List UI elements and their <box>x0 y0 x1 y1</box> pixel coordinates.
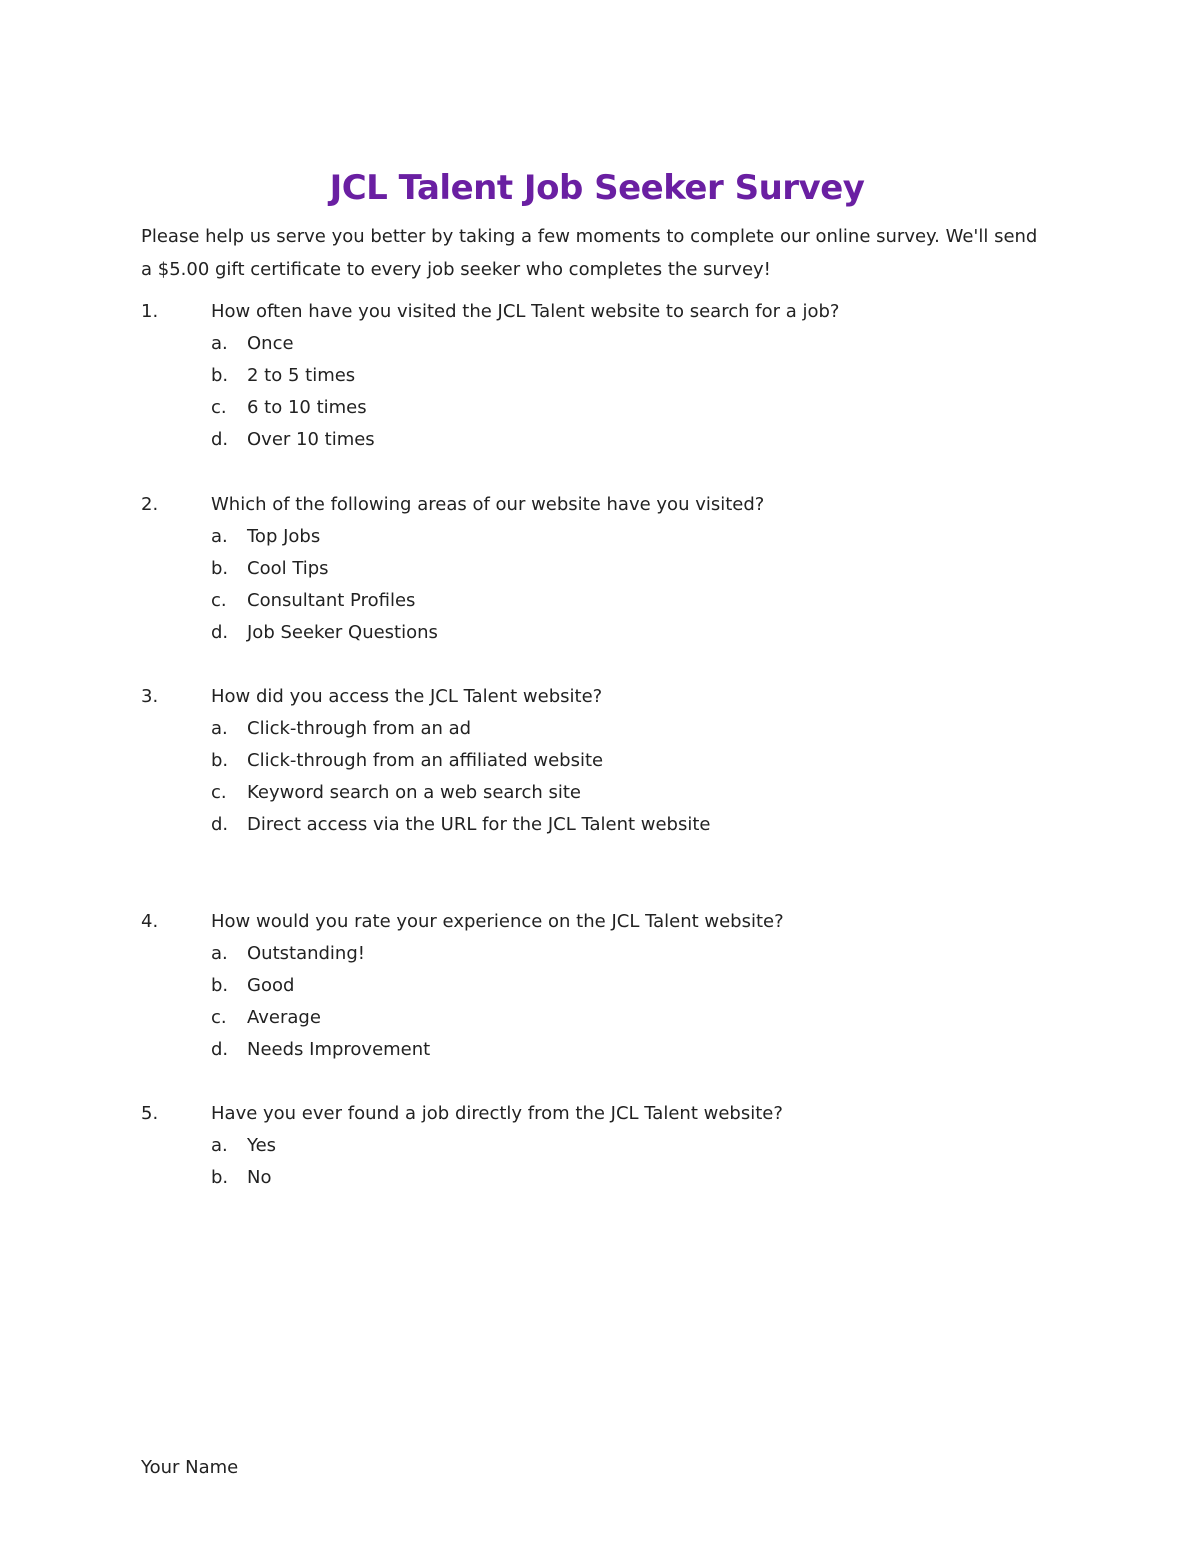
option-item <box>141 360 1101 392</box>
question-4 <box>141 906 1101 1066</box>
option-text: Needs Improvement <box>247 1039 431 1060</box>
option-letter: b. <box>211 1167 229 1188</box>
option-item <box>141 392 1101 424</box>
question-3 <box>141 681 1101 841</box>
question-line <box>141 681 1101 713</box>
option-letter: b. <box>211 750 229 771</box>
question-line <box>141 906 1101 938</box>
option-letter: a. <box>211 333 228 354</box>
question-text: Have you ever found a job directly from the JCL Talent website? <box>211 1103 783 1124</box>
option-letter: a. <box>211 526 228 547</box>
option-text: Direct access via the URL for the JCL Talent website <box>247 814 711 835</box>
option-letter: a. <box>211 1135 228 1156</box>
page-title: JCL Talent Job Seeker Survey <box>329 168 865 208</box>
question-line <box>141 296 1101 328</box>
option-letter: c. <box>211 782 227 803</box>
question-line <box>141 1098 1101 1130</box>
option-item <box>141 809 1101 841</box>
option-text: Outstanding! <box>247 943 365 964</box>
option-item <box>141 1034 1101 1066</box>
option-letter: b. <box>211 975 229 996</box>
option-text: No <box>247 1167 272 1188</box>
question-2 <box>141 489 1101 649</box>
option-text: Over 10 times <box>247 429 375 450</box>
question-number: 3. <box>141 686 159 707</box>
option-item <box>141 745 1101 777</box>
question-number: 5. <box>141 1103 159 1124</box>
option-letter: a. <box>211 943 228 964</box>
question-number: 2. <box>141 494 159 515</box>
option-letter: c. <box>211 1007 227 1028</box>
option-text: Click-through from an affiliated website <box>247 750 604 771</box>
option-item <box>141 1130 1101 1162</box>
option-text: Once <box>247 333 294 354</box>
option-text: 2 to 5 times <box>247 365 356 386</box>
question-text: How would you rate your experience on the JCL Talent website? <box>211 911 784 932</box>
option-item <box>141 713 1101 745</box>
option-text: Consultant Profiles <box>247 590 416 611</box>
option-text: Job Seeker Questions <box>247 622 438 643</box>
question-number: 4. <box>141 911 159 932</box>
option-item <box>141 617 1101 649</box>
question-text: Which of the following areas of our website have you visited? <box>211 494 765 515</box>
option-item <box>141 777 1101 809</box>
question-1 <box>141 296 1101 456</box>
option-letter: d. <box>211 814 229 835</box>
option-text: Cool Tips <box>247 558 329 579</box>
option-letter: c. <box>211 397 227 418</box>
option-text: Good <box>247 975 295 996</box>
option-letter: c. <box>211 590 227 611</box>
option-letter: d. <box>211 1039 229 1060</box>
option-text: Yes <box>247 1135 277 1156</box>
option-text: Top Jobs <box>247 526 321 547</box>
option-item <box>141 521 1101 553</box>
footer-author-name: Your Name <box>141 1457 239 1478</box>
option-letter: d. <box>211 429 229 450</box>
option-item <box>141 1162 1101 1194</box>
option-item <box>141 1002 1101 1034</box>
option-letter: b. <box>211 558 229 579</box>
option-item <box>141 328 1101 360</box>
option-text: Keyword search on a web search site <box>247 782 581 803</box>
intro-paragraph: Please help us serve you better by taking a few moments to complete our online survey. We'll send a $5.00 gift certificate to every job seeker who completes the survey! <box>141 226 1038 280</box>
option-letter: a. <box>211 718 228 739</box>
option-item <box>141 424 1101 456</box>
option-text: 6 to 10 times <box>247 397 367 418</box>
option-item <box>141 970 1101 1002</box>
question-number: 1. <box>141 301 159 322</box>
option-item <box>141 585 1101 617</box>
option-letter: b. <box>211 365 229 386</box>
option-text: Click-through from an ad <box>247 718 472 739</box>
question-text: How often have you visited the JCL Talent website to search for a job? <box>211 301 840 322</box>
question-text: How did you access the JCL Talent website? <box>211 686 603 707</box>
option-item <box>141 553 1101 585</box>
option-letter: d. <box>211 622 229 643</box>
option-item <box>141 938 1101 970</box>
question-5 <box>141 1098 1101 1194</box>
question-line <box>141 489 1101 521</box>
option-text: Average <box>247 1007 321 1028</box>
